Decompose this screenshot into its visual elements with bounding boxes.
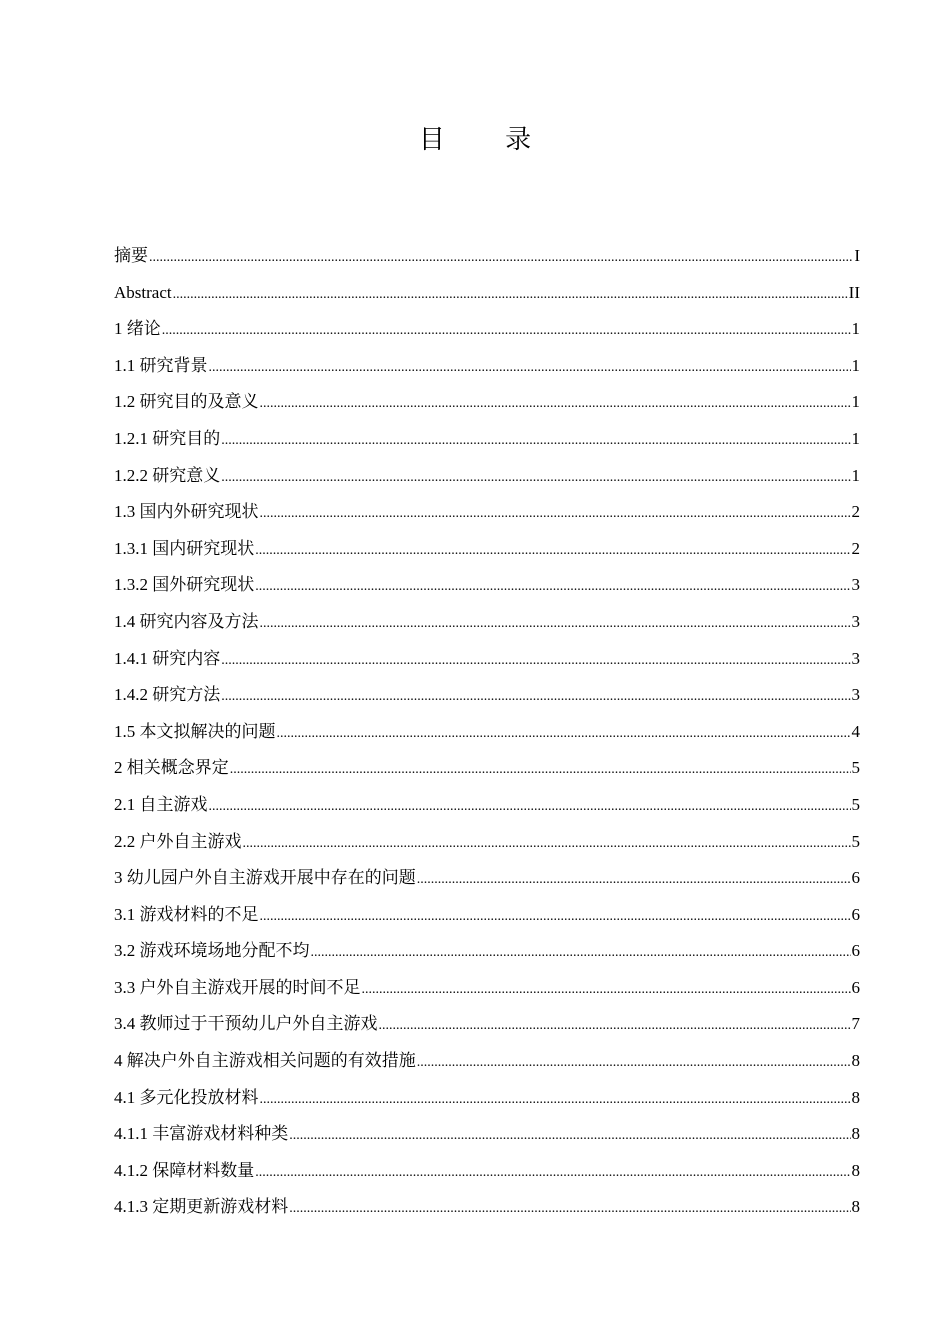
toc-entry-label: 3.4 教师过于干预幼儿户外自主游戏	[114, 1014, 378, 1034]
toc-entry[interactable]	[114, 787, 860, 824]
page-title: 目 录	[418, 125, 558, 155]
toc-entry[interactable]	[114, 750, 860, 787]
toc-entry-label: 2 相关概念界定	[114, 758, 229, 778]
toc-entry[interactable]	[114, 567, 860, 604]
toc-entry-label: 1.4 研究内容及方法	[114, 611, 259, 631]
toc-entry-page: 2	[851, 502, 860, 522]
toc-entry[interactable]	[114, 714, 860, 751]
toc-entry-page: 6	[851, 904, 860, 924]
toc-leader-dots	[417, 862, 851, 899]
toc-entry-label: 1.4.2 研究方法	[114, 685, 221, 705]
toc-entry-label: 1.3 国内外研究现状	[114, 502, 259, 522]
toc-entry-page: 8	[851, 1160, 860, 1180]
toc-entry-label: 3.2 游戏环境场地分配不均	[114, 941, 310, 961]
toc-entry[interactable]	[114, 238, 860, 275]
toc-entry[interactable]	[114, 1006, 860, 1043]
toc-leader-dots	[260, 899, 851, 936]
toc-entry-label: 4.1.3 定期更新游戏材料	[114, 1197, 289, 1217]
toc-entry-label: 3 幼儿园户外自主游戏开展中存在的问题	[114, 868, 416, 888]
toc-leader-dots	[221, 643, 850, 680]
toc-entry-label: 2.2 户外自主游戏	[114, 831, 242, 851]
toc-entry[interactable]	[114, 458, 860, 495]
toc-entry-page: 3	[851, 575, 860, 595]
toc-entry-page: 6	[851, 977, 860, 997]
toc-leader-dots	[243, 826, 851, 863]
toc-entry-label: 1.2 研究目的及意义	[114, 392, 259, 412]
toc-entry[interactable]	[114, 1116, 860, 1153]
toc-entry-page: 5	[851, 758, 860, 778]
toc-entry-page: 6	[851, 941, 860, 961]
toc-leader-dots	[255, 533, 850, 570]
toc-entry[interactable]	[114, 275, 860, 312]
toc-leader-dots	[230, 752, 851, 789]
toc-leader-dots	[362, 972, 851, 1009]
toc-leader-dots	[289, 1191, 850, 1228]
toc-entry-label: 4 解决户外自主游戏相关问题的有效措施	[114, 1051, 416, 1071]
toc-entry[interactable]	[114, 1080, 860, 1117]
toc-entry-page: 4	[851, 721, 860, 741]
toc-entry-label: 4.1 多元化投放材料	[114, 1087, 259, 1107]
toc-entry-page: 8	[851, 1124, 860, 1144]
toc-entry-page: II	[848, 282, 860, 302]
toc-leader-dots	[209, 350, 851, 387]
toc-entry-page: 1	[851, 392, 860, 412]
toc-leader-dots	[173, 277, 848, 314]
toc-leader-dots	[379, 1008, 851, 1045]
toc-entry-page: I	[854, 246, 860, 265]
toc-entry[interactable]	[114, 1153, 860, 1190]
toc-entry-page: 8	[851, 1087, 860, 1107]
table-of-contents	[114, 238, 860, 1226]
toc-entry[interactable]	[114, 860, 860, 897]
toc-entry-page: 1	[851, 428, 860, 448]
toc-entry-label: 1.5 本文拟解决的问题	[114, 721, 276, 741]
toc-leader-dots	[260, 386, 851, 423]
toc-leader-dots	[221, 423, 850, 460]
toc-entry[interactable]	[114, 348, 860, 385]
toc-entry-page: 1	[851, 319, 860, 339]
toc-entry[interactable]	[114, 604, 860, 641]
toc-leader-dots	[255, 1155, 850, 1192]
toc-entry[interactable]	[114, 494, 860, 531]
toc-entry-label: 1.3.2 国外研究现状	[114, 575, 255, 595]
toc-entry-label: 3.3 户外自主游戏开展的时间不足	[114, 977, 361, 997]
toc-leader-dots	[260, 496, 851, 533]
toc-entry[interactable]	[114, 1189, 860, 1226]
toc-entry-label: 1.1 研究背景	[114, 355, 208, 375]
toc-leader-dots	[162, 313, 851, 350]
toc-entry[interactable]	[114, 384, 860, 421]
toc-entry-page: 3	[851, 611, 860, 631]
toc-entry[interactable]	[114, 677, 860, 714]
toc-leader-dots	[255, 569, 850, 606]
toc-entry-label: 1.4.1 研究内容	[114, 648, 221, 668]
toc-entry-label: 4.1.1 丰富游戏材料种类	[114, 1124, 289, 1144]
toc-leader-dots	[311, 935, 851, 972]
toc-entry-label: 4.1.2 保障材料数量	[114, 1160, 255, 1180]
toc-entry-page: 3	[851, 648, 860, 668]
toc-entry[interactable]	[114, 933, 860, 970]
toc-entry[interactable]	[114, 824, 860, 861]
toc-leader-dots	[417, 1045, 851, 1082]
toc-leader-dots	[289, 1118, 850, 1155]
toc-entry-label: 1 绪论	[114, 319, 161, 339]
toc-entry-label: 1.3.1 国内研究现状	[114, 538, 255, 558]
toc-leader-dots	[221, 460, 850, 497]
toc-entry-page: 1	[851, 465, 860, 485]
toc-leader-dots	[277, 716, 851, 753]
toc-entry[interactable]	[114, 641, 860, 678]
toc-leader-dots	[260, 1082, 851, 1119]
toc-entry-page: 3	[851, 685, 860, 705]
toc-entry[interactable]	[114, 531, 860, 568]
toc-entry[interactable]	[114, 311, 860, 348]
toc-entry-label: 摘要	[114, 246, 148, 265]
toc-entry-label: 1.2.1 研究目的	[114, 428, 221, 448]
toc-entry-label: 3.1 游戏材料的不足	[114, 904, 259, 924]
toc-entry[interactable]	[114, 897, 860, 934]
toc-entry-page: 8	[851, 1051, 860, 1071]
toc-entry-page: 1	[851, 355, 860, 375]
toc-entry-page: 5	[851, 831, 860, 851]
toc-leader-dots	[221, 679, 850, 716]
toc-entry[interactable]	[114, 421, 860, 458]
toc-entry-page: 6	[851, 868, 860, 888]
toc-entry-label: 2.1 自主游戏	[114, 794, 208, 814]
toc-entry-page: 8	[851, 1197, 860, 1217]
toc-entry[interactable]	[114, 1043, 860, 1080]
toc-leader-dots	[149, 240, 853, 277]
toc-entry-page: 7	[851, 1014, 860, 1034]
toc-entry-label: Abstract	[114, 282, 172, 302]
toc-entry[interactable]	[114, 970, 860, 1007]
toc-leader-dots	[209, 789, 851, 826]
toc-entry-page: 5	[851, 794, 860, 814]
toc-entry-page: 2	[851, 538, 860, 558]
toc-entry-label: 1.2.2 研究意义	[114, 465, 221, 485]
toc-leader-dots	[260, 606, 851, 643]
